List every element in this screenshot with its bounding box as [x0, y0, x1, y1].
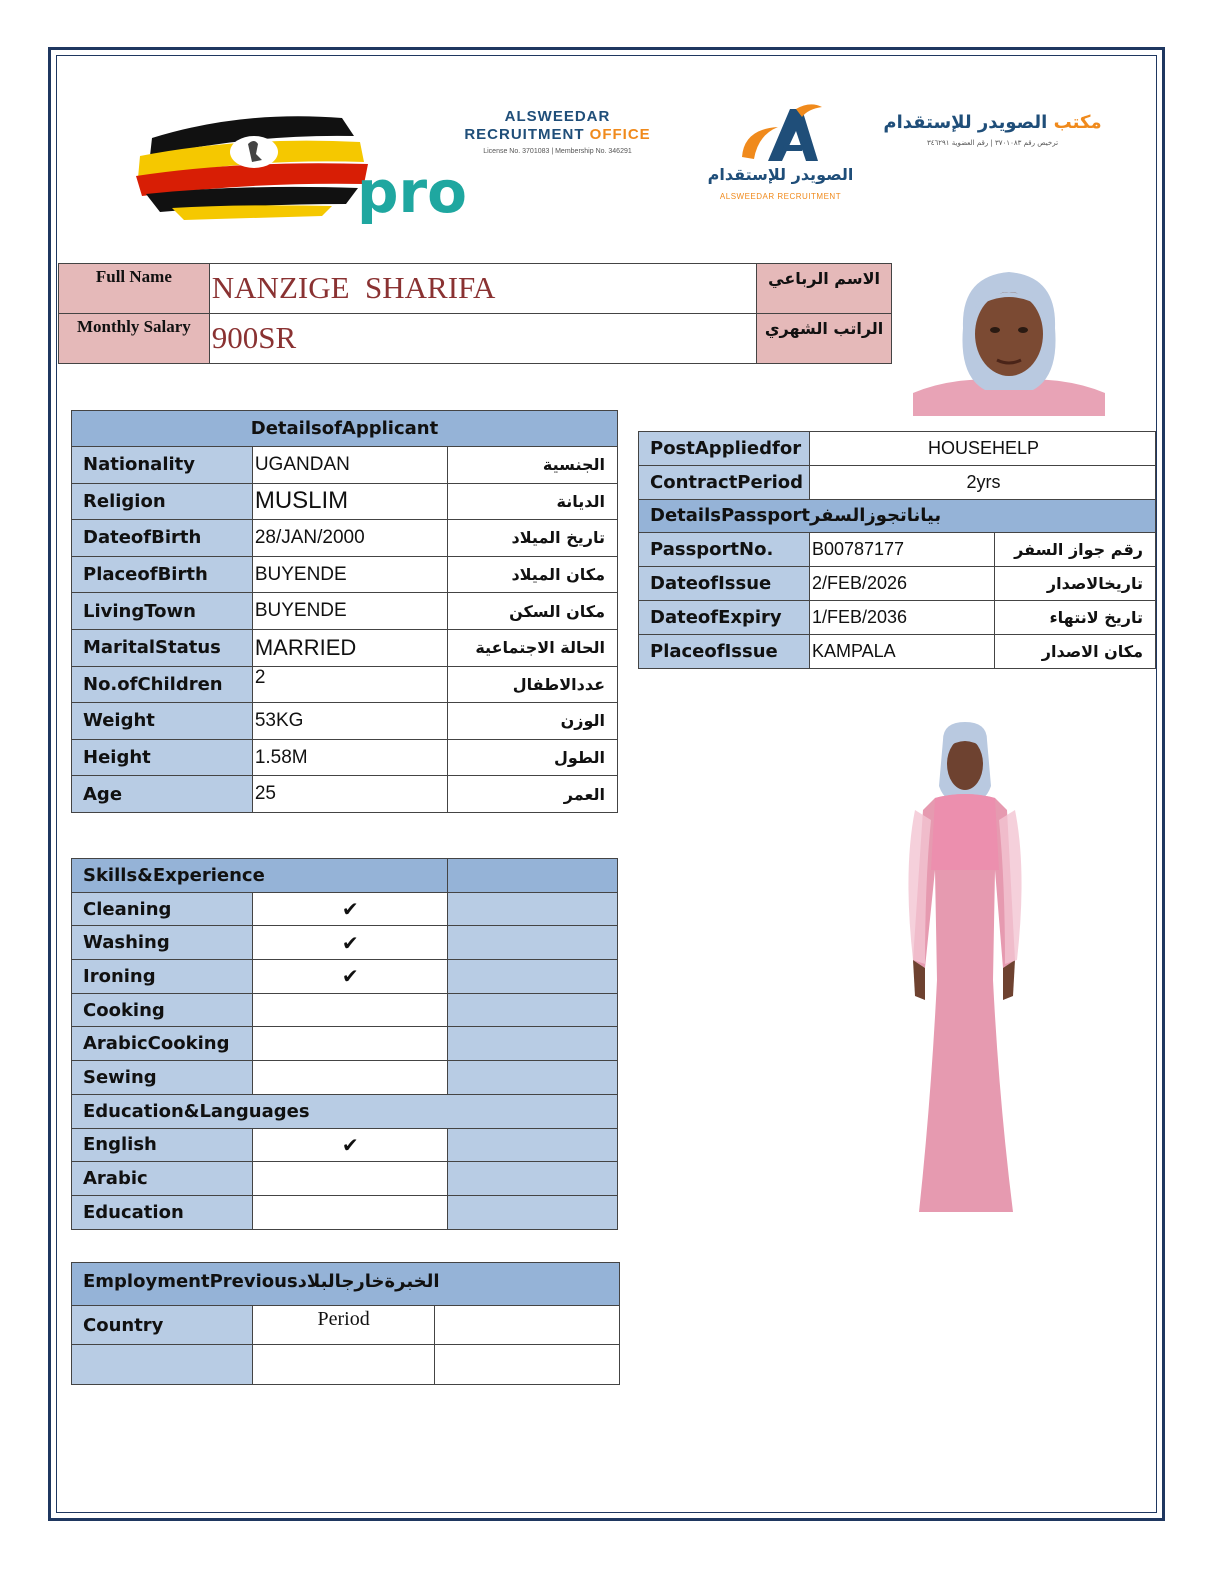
full-name-value: NANZIGE SHARIFA [209, 264, 756, 314]
row-value: 1/FEB/2036 [809, 600, 994, 634]
post-value: HOUSEHELP [809, 432, 1155, 466]
table-row [72, 1061, 618, 1095]
table-row [72, 926, 618, 960]
language-extra [448, 1162, 618, 1196]
row-arabic: مكان الميلاد [448, 556, 618, 593]
row-label: MaritalStatus [72, 629, 253, 666]
skill-check: ✔ [252, 892, 448, 926]
office-arabic-license: ترخيص رقم ٣٧٠١٠٨٣ | رقم العضوية ٣٤٦٢٩١ [926, 139, 1059, 147]
skill-check [252, 1061, 448, 1095]
row-arabic: الديانة [448, 483, 618, 520]
language-label: Education [72, 1195, 253, 1229]
row-label: LivingTown [72, 593, 253, 630]
table-row [639, 634, 1156, 668]
table-row [72, 1345, 620, 1385]
applicant-details-table [71, 410, 618, 813]
passport-title: DetailsPassportبياناتجوزالسفر [639, 499, 1156, 533]
table-row [72, 447, 618, 484]
applicant-title-row [72, 411, 618, 447]
office-license: License No. 3701083 | Membership No. 346291 [483, 148, 632, 155]
row-label: Religion [72, 483, 253, 520]
pro-text: pro [357, 158, 467, 226]
table-row [72, 556, 618, 593]
skill-check: ✔ [252, 960, 448, 994]
skill-extra [448, 1061, 618, 1095]
alsweedar-recruitment-logo [698, 103, 863, 208]
row-label: Age [72, 776, 253, 813]
row-arabic: تاريخ لانتهاء [995, 600, 1156, 634]
table-row [72, 1195, 618, 1229]
country-label: Country [72, 1306, 253, 1345]
row-arabic: عددالاطفال [448, 666, 618, 703]
full-name-label: Full Name [59, 264, 210, 314]
row-label: PlaceofBirth [72, 556, 253, 593]
office-name-line2: RECRUITMENT OFFICE [464, 126, 651, 143]
skill-extra [448, 960, 618, 994]
full-name-row [59, 264, 892, 314]
table-row [72, 593, 618, 630]
skills-title: Skills&Experience [72, 859, 448, 893]
row-arabic: رقم جواز السفر [995, 533, 1156, 567]
period-value [252, 1345, 435, 1385]
row-label: No.ofChildren [72, 666, 253, 703]
row-arabic: تاريخ الميلاد [448, 520, 618, 557]
row-value: 1.58M [252, 739, 448, 776]
row-label: PassportNo. [639, 533, 810, 567]
table-row [72, 629, 618, 666]
row-label: Nationality [72, 447, 253, 484]
table-row [72, 666, 618, 703]
skill-extra [448, 993, 618, 1027]
language-label: English [72, 1128, 253, 1162]
skills-title-extra [448, 859, 618, 893]
post-label: PostAppliedfor [639, 432, 810, 466]
skill-label: ArabicCooking [72, 1027, 253, 1061]
table-row [72, 739, 618, 776]
country-value [72, 1345, 253, 1385]
table-row [72, 703, 618, 740]
applicant-full-body-photo [895, 720, 1035, 1220]
table-row [639, 533, 1156, 567]
office-name-line1: ALSWEEDAR [504, 108, 611, 125]
table-row [639, 567, 1156, 601]
education-title: Education&Languages [72, 1094, 618, 1128]
table-row [72, 1128, 618, 1162]
skill-extra [448, 1027, 618, 1061]
education-title-row [72, 1094, 618, 1128]
employment-extra [435, 1306, 620, 1345]
row-arabic: الجنسية [448, 447, 618, 484]
contract-label: ContractPeriod [639, 465, 810, 499]
row-value: UGANDAN [252, 447, 448, 484]
post-row [639, 432, 1156, 466]
language-check: ✔ [252, 1128, 448, 1162]
language-extra [448, 1128, 618, 1162]
brand-english: ALSWEEDAR RECRUITMENT [719, 192, 842, 201]
row-value: 25 [252, 776, 448, 813]
office-arabic-logo [880, 112, 1105, 167]
row-arabic: العمر [448, 776, 618, 813]
table-row [72, 1027, 618, 1061]
row-label: DateofExpiry [639, 600, 810, 634]
identity-table [58, 263, 892, 364]
row-arabic: مكان الاصدار [995, 634, 1156, 668]
skill-label: Washing [72, 926, 253, 960]
employment-table [71, 1262, 620, 1385]
skill-label: Sewing [72, 1061, 253, 1095]
brand-arabic: الصويدر للإستقدام [707, 165, 854, 184]
contract-row [639, 465, 1156, 499]
skills-table [71, 858, 618, 1230]
row-label: DateofIssue [639, 567, 810, 601]
row-value: 53KG [252, 703, 448, 740]
employment-title-row [72, 1263, 620, 1306]
row-value: BUYENDE [252, 556, 448, 593]
language-check [252, 1162, 448, 1196]
skill-check [252, 1027, 448, 1061]
passport-details-table [638, 431, 1156, 669]
skill-check: ✔ [252, 926, 448, 960]
applicant-title: DetailsofApplicant [72, 411, 618, 447]
salary-row [59, 314, 892, 364]
skills-title-row [72, 859, 618, 893]
applicant-portrait-photo [913, 268, 1105, 416]
row-arabic: تاريخالاصدار [995, 567, 1156, 601]
employment-title: EmploymentPreviousالخبرةخارجالبلاد [72, 1263, 620, 1306]
row-value: 2 [252, 666, 448, 703]
row-arabic: الطول [448, 739, 618, 776]
a-emblem-icon [698, 103, 863, 165]
salary-value: 900SR [209, 314, 756, 364]
row-value: 28/JAN/2000 [252, 520, 448, 557]
table-row [72, 1162, 618, 1196]
language-check [252, 1195, 448, 1229]
row-arabic: الوزن [448, 703, 618, 740]
row-value: 2/FEB/2026 [809, 567, 994, 601]
skill-label: Cleaning [72, 892, 253, 926]
contract-value: 2yrs [809, 465, 1155, 499]
period-label: Period [252, 1306, 435, 1345]
row-label: Weight [72, 703, 253, 740]
table-row [72, 776, 618, 813]
table-row [72, 960, 618, 994]
office-arabic-name: مكتب الصويدر للإستقدام [883, 112, 1102, 133]
row-value: MUSLIM [252, 483, 448, 520]
row-value: KAMPALA [809, 634, 994, 668]
skill-label: Ironing [72, 960, 253, 994]
language-label: Arabic [72, 1162, 253, 1196]
row-value: MARRIED [252, 629, 448, 666]
salary-label: Monthly Salary [59, 314, 210, 364]
employment-extra-value [435, 1345, 620, 1385]
row-label: DateofBirth [72, 520, 253, 557]
table-row [72, 483, 618, 520]
row-arabic: مكان السكن [448, 593, 618, 630]
table-row [72, 520, 618, 557]
alsweedar-office-logo [455, 108, 660, 178]
skill-extra [448, 892, 618, 926]
uganda-pro-logo [132, 100, 467, 230]
row-label: PlaceofIssue [639, 634, 810, 668]
full-name-arabic: الاسم الرباعي [757, 264, 892, 314]
salary-arabic: الراتب الشهري [757, 314, 892, 364]
row-arabic: الحالة الاجتماعية [448, 629, 618, 666]
passport-title-row [639, 499, 1156, 533]
table-row [72, 993, 618, 1027]
employment-header-row [72, 1306, 620, 1345]
skill-check [252, 993, 448, 1027]
row-label: Height [72, 739, 253, 776]
skill-extra [448, 926, 618, 960]
row-value: BUYENDE [252, 593, 448, 630]
language-extra [448, 1195, 618, 1229]
skill-label: Cooking [72, 993, 253, 1027]
table-row [72, 892, 618, 926]
table-row [639, 600, 1156, 634]
row-value: B00787177 [809, 533, 994, 567]
